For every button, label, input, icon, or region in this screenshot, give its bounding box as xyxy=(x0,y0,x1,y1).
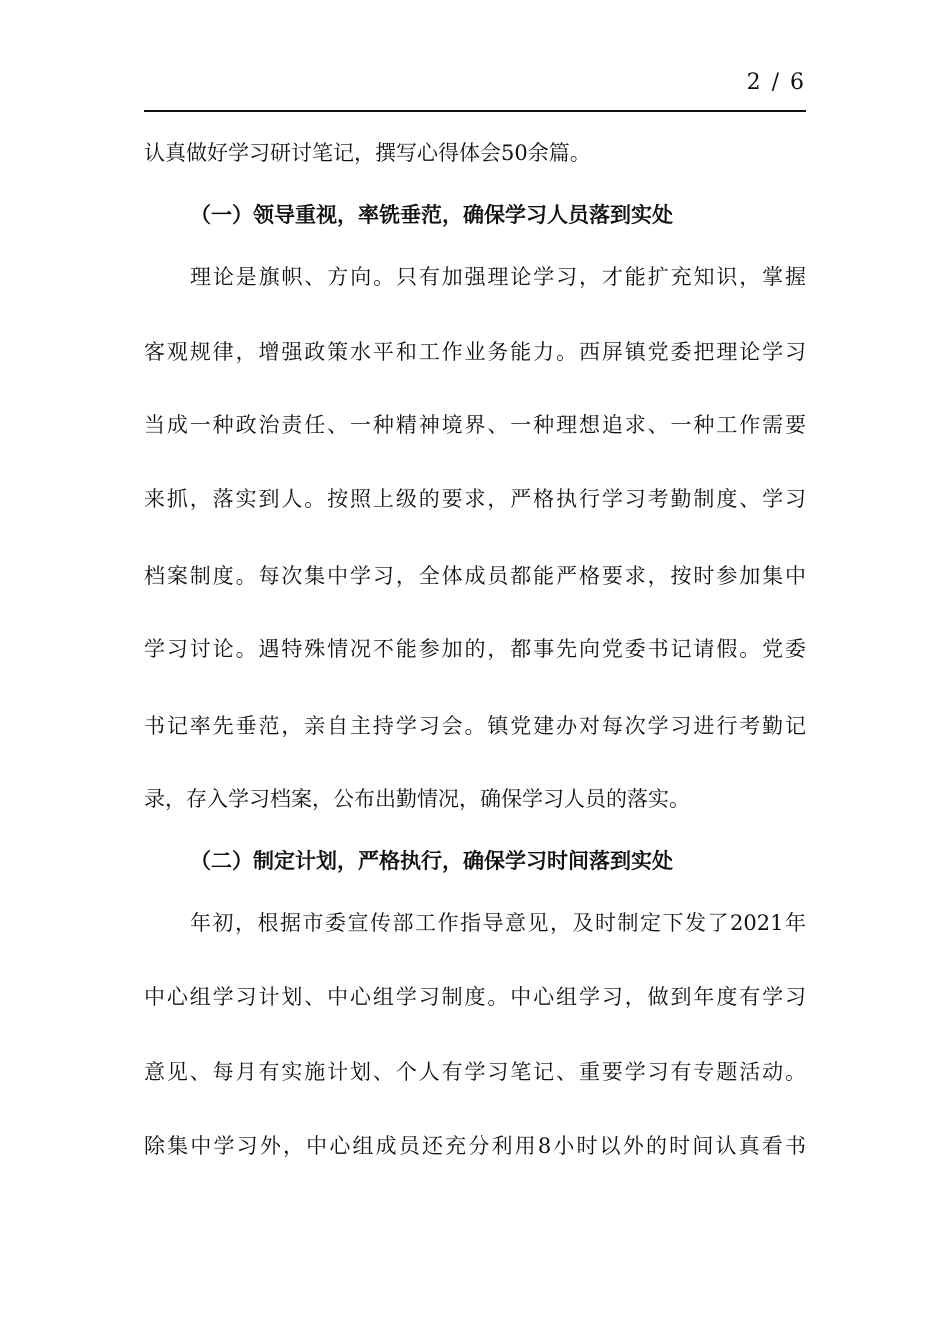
body-line-6: 档案制度。每次集中学习，全体成员都能严格要求，按时参加集中 xyxy=(144,564,806,588)
body-line-5: 来抓，落实到人。按照上级的要求，严格执行学习考勤制度、学习 xyxy=(144,487,806,511)
body-line-11: 中心组学习计划、中心组学习制度。中心组学习，做到年度有学习 xyxy=(144,985,806,1009)
body-line-8: 书记率先垂范，亲自主持学习会。镇党建办对每次学习进行考勤记 xyxy=(144,714,806,738)
page-number: 2 / 6 xyxy=(746,70,806,95)
body-line-7: 学习讨论。遇特殊情况不能参加的，都事先向党委书记请假。党委 xyxy=(144,637,806,661)
body-line-12: 意见、每月有实施计划、个人有学习笔记、重要学习有专题活动。 xyxy=(144,1060,806,1084)
body-line-3: 客观规律，增强政策水平和工作业务能力。西屏镇党委把理论学习 xyxy=(144,340,806,364)
section-heading-2: （二）制定计划，严格执行，确保学习时间落到实处 xyxy=(190,848,673,873)
header-rule xyxy=(144,110,806,112)
body-line-13: 除集中学习外，中心组成员还充分利用8小时以外的时间认真看书 xyxy=(144,1134,806,1158)
body-line-10: 年初，根据市委宣传部工作指导意见，及时制定下发了2021年 xyxy=(190,911,806,935)
body-line-9: 录，存入学习档案，公布出勤情况，确保学习人员的落实。 xyxy=(144,787,690,811)
section-heading-1: （一）领导重视，率铣垂范，确保学习人员落到实处 xyxy=(190,202,673,227)
body-line-1: 认真做好学习研讨笔记，撰写心得体会50余篇。 xyxy=(144,141,591,165)
body-line-2: 理论是旗帜、方向。只有加强理论学习，才能扩充知识，掌握 xyxy=(190,265,806,289)
body-line-4: 当成一种政治责任、一种精神境界、一种理想追求、一种工作需要 xyxy=(144,413,806,437)
